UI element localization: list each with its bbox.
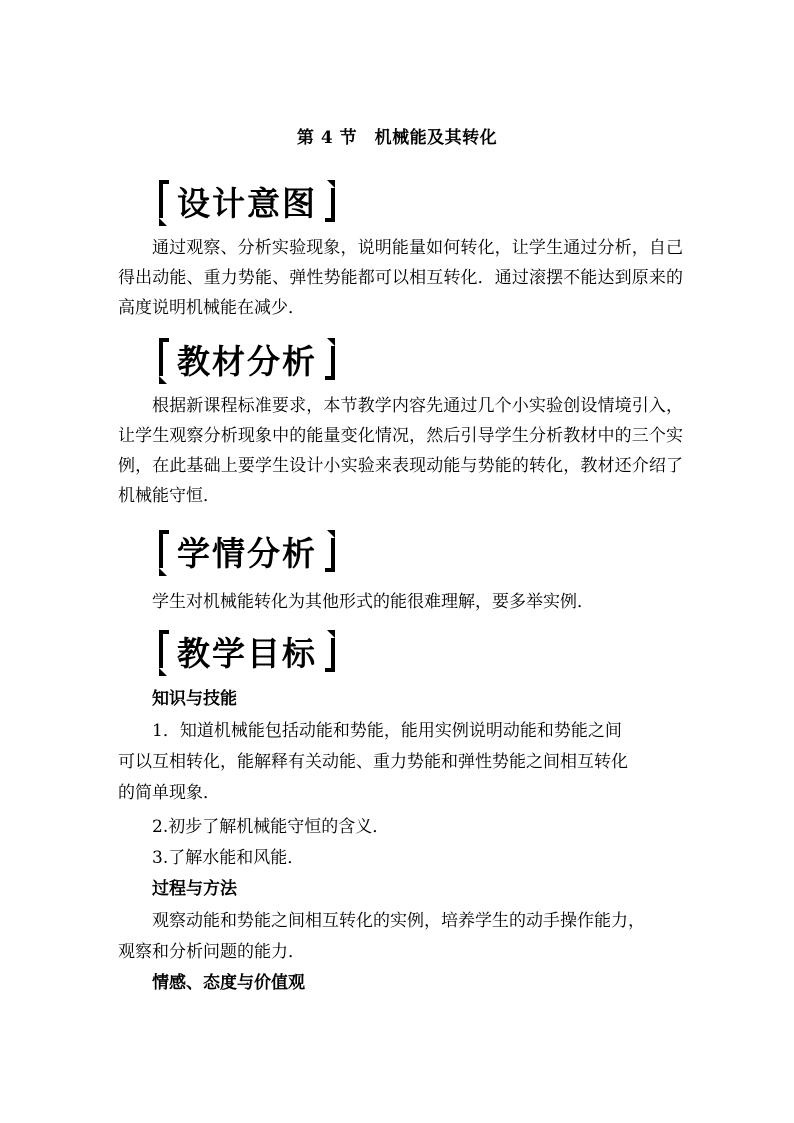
process-subheading: 过程与方法 [152, 879, 237, 899]
section-heading-text: 学情分析 [177, 533, 317, 573]
design-text: 通过观察、分析实验现象，说明能量如何转化，让学生通过分析，自己得出动能、重力势能、弹性势能都可以相互转化．通过滚摆不能达到原来的高度说明机械能在减少． [118, 238, 683, 318]
right-bracket-icon [323, 336, 337, 386]
goal-item-1-line-2: 可以互相转化，能解释有关动能、重力势能和弹性势能之间相互转化 [118, 752, 628, 772]
material-paragraph [118, 391, 683, 511]
right-bracket-icon [323, 528, 337, 578]
section-heading-text: 设计意图 [177, 183, 317, 223]
material-text: 根据新课程标准要求，本节教学内容先通过几个小实验创设情境引入，让学生观察分析现象中的能量变化情况，然后引导学生分析教材中的三个实例，在此基础上要学生设计小实验来表现动能与势能的转化，教材还介绍了机械能守恒． [118, 396, 683, 506]
section-heading-design [157, 178, 337, 228]
goal-item-1-line-3: 的简单现象． [118, 783, 220, 803]
goal-item-3: 3.了解水能和风能． [152, 848, 305, 868]
left-bracket-icon [157, 528, 171, 578]
section-heading-goals [157, 628, 337, 678]
section-heading-material [157, 336, 337, 386]
design-paragraph [118, 233, 683, 323]
right-bracket-icon [323, 178, 337, 228]
emotion-subheading: 情感、态度与价值观 [152, 973, 305, 993]
left-bracket-icon [157, 628, 171, 678]
process-line-2: 观察和分析问题的能力． [118, 942, 305, 962]
learner-text: 学生对机械能转化为其他形式的能很难理解，要多举实例． [152, 592, 594, 612]
goal-item-2: 2.初步了解机械能守恒的含义． [152, 817, 390, 837]
learner-paragraph [118, 587, 683, 617]
right-bracket-icon [323, 628, 337, 678]
process-line-1: 观察动能和势能之间相互转化的实例，培养学生的动手操作能力， [152, 911, 645, 931]
knowledge-subheading: 知识与技能 [152, 689, 237, 709]
section-heading-learner [157, 528, 337, 578]
page-title: 第 4 节 机械能及其转化 [296, 128, 498, 148]
section-heading-text: 教材分析 [177, 341, 317, 381]
left-bracket-icon [157, 336, 171, 386]
section-heading-text: 教学目标 [177, 633, 317, 673]
left-bracket-icon [157, 178, 171, 228]
goal-item-1-line-1: 1．知道机械能包括动能和势能，能用实例说明动能和势能之间 [152, 721, 622, 741]
